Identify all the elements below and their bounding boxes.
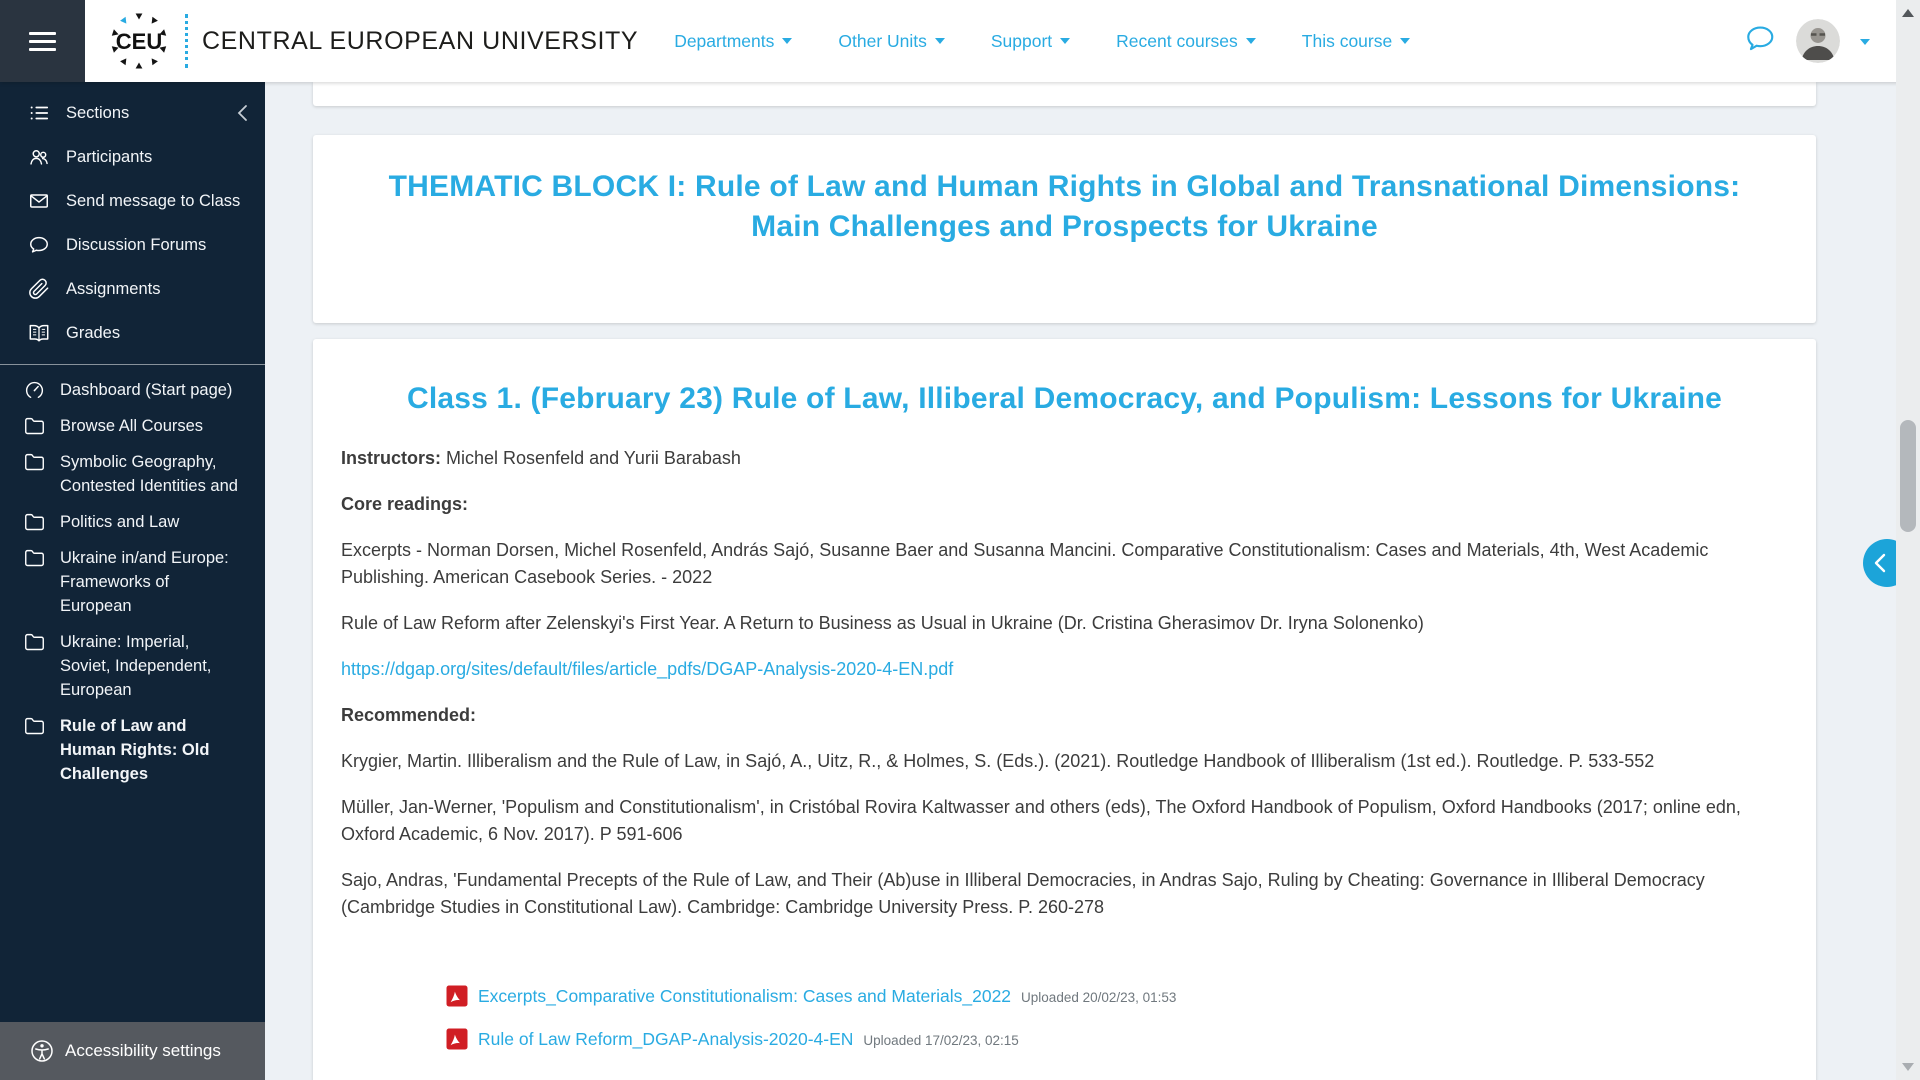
sidebar-item-assignments[interactable]: Assignments	[0, 267, 265, 311]
instructors-line: Instructors: Michel Rosenfeld and Yurii Barabash	[341, 448, 741, 468]
accessibility-icon	[30, 1039, 54, 1063]
sidebar-divider	[0, 364, 265, 365]
nav-support[interactable]: Support	[991, 31, 1070, 52]
recommended-label: Recommended:	[341, 705, 477, 725]
scroll-up-arrow-icon[interactable]	[1902, 9, 1914, 17]
pdf-icon	[446, 985, 468, 1007]
nav-departments[interactable]: Departments	[674, 31, 792, 52]
core-readings-label: Core readings:	[341, 494, 469, 514]
file-link[interactable]: Excerpts_Comparative Constitutionalism: Cases and Materials_2022	[478, 985, 1012, 1006]
recommended-paragraph: Müller, Jan-Werner, 'Populism and Constitutionalism', in Cristóbal Rovira Kaltwasser and others (eds), The Oxford Handbook of Populism, Oxford Handbooks (2017; online edn, Oxford Academic, 6 Nov. 2017). P 591-606	[341, 797, 1741, 844]
chevron-down-icon	[1400, 38, 1410, 44]
university-name: CENTRAL EUROPEAN UNIVERSITY	[202, 26, 639, 55]
thematic-block-title: THEMATIC BLOCK I: Rule of Law and Human Rights in Global and Transnational Dimensions: Main Challenges and Prospects for Ukraine	[388, 170, 1741, 243]
sidebar-item-participants[interactable]: Participants	[0, 135, 265, 179]
sidebar-item-grades[interactable]: Grades	[0, 311, 265, 355]
sidebar-item-symbolic-geography[interactable]: Symbolic Geography, Contested Identities and	[0, 444, 265, 504]
top-bar-right	[1744, 19, 1870, 63]
site-nav	[0, 372, 265, 792]
file-link[interactable]: Rule of Law Reform_DGAP-Analysis-2020-4-EN	[478, 1028, 854, 1049]
accessibility-settings-button[interactable]: Accessibility settings	[0, 1022, 265, 1080]
paperclip-icon	[28, 278, 50, 300]
folder-icon	[24, 716, 45, 737]
envelope-icon	[28, 190, 50, 212]
avatar[interactable]	[1796, 19, 1840, 63]
sidebar-item-discussion-forums[interactable]: Discussion Forums	[0, 223, 265, 267]
sidebar-item-rule-of-law-current-course[interactable]: Rule of Law and Human Rights: Old Challenges	[0, 708, 265, 792]
dgap-pdf-link[interactable]: https://dgap.org/sites/default/files/article_pdfs/DGAP-Analysis-2020-4-EN.pdf	[341, 659, 954, 679]
folder-icon	[24, 548, 45, 569]
folder-icon	[24, 416, 45, 437]
reading-paragraph: Rule of Law Reform after Zelenskyi's First Year. A Return to Business as Usual in Ukraine (Dr. Cristina Gherasimov Dr. Iryna Solonenko)	[341, 613, 1424, 633]
book-icon	[28, 322, 50, 344]
folder-icon	[24, 512, 45, 533]
sections-icon	[28, 102, 50, 124]
sidebar-item-browse-all-courses[interactable]: Browse All Courses	[0, 408, 265, 444]
forum-icon	[28, 234, 50, 256]
sidebar-item-ukraine-imperial[interactable]: Ukraine: Imperial, Soviet, Independent, European	[0, 624, 265, 708]
scroll-down-arrow-icon[interactable]	[1902, 1063, 1914, 1071]
nav-other-units[interactable]: Other Units	[838, 31, 945, 52]
file-uploaded-info: Uploaded 17/02/23, 02:15	[863, 1033, 1019, 1048]
folder-icon	[24, 452, 45, 473]
dashboard-icon	[24, 380, 45, 401]
nav-this-course[interactable]: This course	[1302, 31, 1410, 52]
reading-paragraph: Excerpts - Norman Dorsen, Michel Rosenfeld, András Sajó, Susanne Baer and Susanna Mancini. Comparative Constitutionalism: Cases and Materials, 4th, West Academic Publishing. American Casebook Series. - 2022	[341, 540, 1709, 587]
class-title: Class 1. (February 23) Rule of Law, Illiberal Democracy, and Populism: Lessons for Ukraine	[406, 382, 1723, 415]
sidebar-item-send-message[interactable]: Send message to Class	[0, 179, 265, 223]
ceu-logo-icon	[107, 9, 171, 73]
user-menu-caret[interactable]	[1860, 32, 1870, 50]
chevron-left-icon	[235, 104, 251, 122]
reading-link-line	[341, 656, 1788, 683]
svg-text:CEU: CEU	[115, 29, 163, 54]
previous-section-card-edge	[313, 82, 1816, 106]
participants-icon	[28, 146, 50, 168]
top-bar	[0, 0, 1920, 82]
ceu-brand[interactable]	[107, 9, 638, 73]
hamburger-icon	[29, 32, 56, 51]
sidebar	[0, 82, 265, 1080]
recommended-paragraph: Sajo, Andras, 'Fundamental Precepts of the Rule of Law, and Their (Ab)use in Illiberal Democracies, in Andras Sajo, Ruling by Cheating: Governance in Illiberal Democracy (Cambridge Studies in Constitutional Law). Cambridge: Cambridge University Press. P. 260-278	[341, 870, 1705, 917]
logo-divider	[185, 14, 188, 68]
chevron-down-icon	[1060, 38, 1070, 44]
messages-icon[interactable]	[1744, 23, 1776, 60]
chevron-down-icon	[935, 38, 945, 44]
pdf-icon	[446, 1028, 468, 1050]
sidebar-item-dashboard[interactable]: Dashboard (Start page)	[0, 372, 265, 408]
chevron-down-icon	[1246, 38, 1256, 44]
attachments-list	[446, 981, 1788, 1054]
chevron-down-icon	[1860, 39, 1870, 45]
main-content	[265, 82, 1896, 1080]
menu-button[interactable]	[0, 0, 85, 82]
recommended-paragraph: Krygier, Martin. Illiberalism and the Rule of Law, in Sajó, A., Uitz, R., & Holmes, S. (Eds.). (2021). Routledge Handbook of Illiberalism (1st ed.). Routledge. P. 533-552	[341, 751, 1655, 771]
scrollbar-thumb[interactable]	[1900, 420, 1916, 532]
nav-recent-courses[interactable]: Recent courses	[1116, 31, 1256, 52]
chevron-left-icon	[1871, 552, 1889, 574]
page-scrollbar[interactable]	[1896, 0, 1920, 1080]
sidebar-item-ukraine-in-and-europe[interactable]: Ukraine in/and Europe: Frameworks of European	[0, 540, 265, 624]
sidebar-item-sections[interactable]: Sections	[0, 91, 265, 135]
top-nav	[674, 31, 1410, 52]
chevron-down-icon	[782, 38, 792, 44]
sidebar-item-politics-and-law[interactable]: Politics and Law	[0, 504, 265, 540]
file-uploaded-info: Uploaded 20/02/23, 01:53	[1021, 990, 1177, 1005]
folder-icon	[24, 632, 45, 653]
file-row	[446, 1024, 1788, 1054]
course-nav	[0, 82, 265, 355]
thematic-block-card	[313, 135, 1816, 323]
file-row	[446, 981, 1788, 1011]
collapse-sidebar-button[interactable]	[235, 104, 251, 122]
class-card	[313, 339, 1816, 1080]
